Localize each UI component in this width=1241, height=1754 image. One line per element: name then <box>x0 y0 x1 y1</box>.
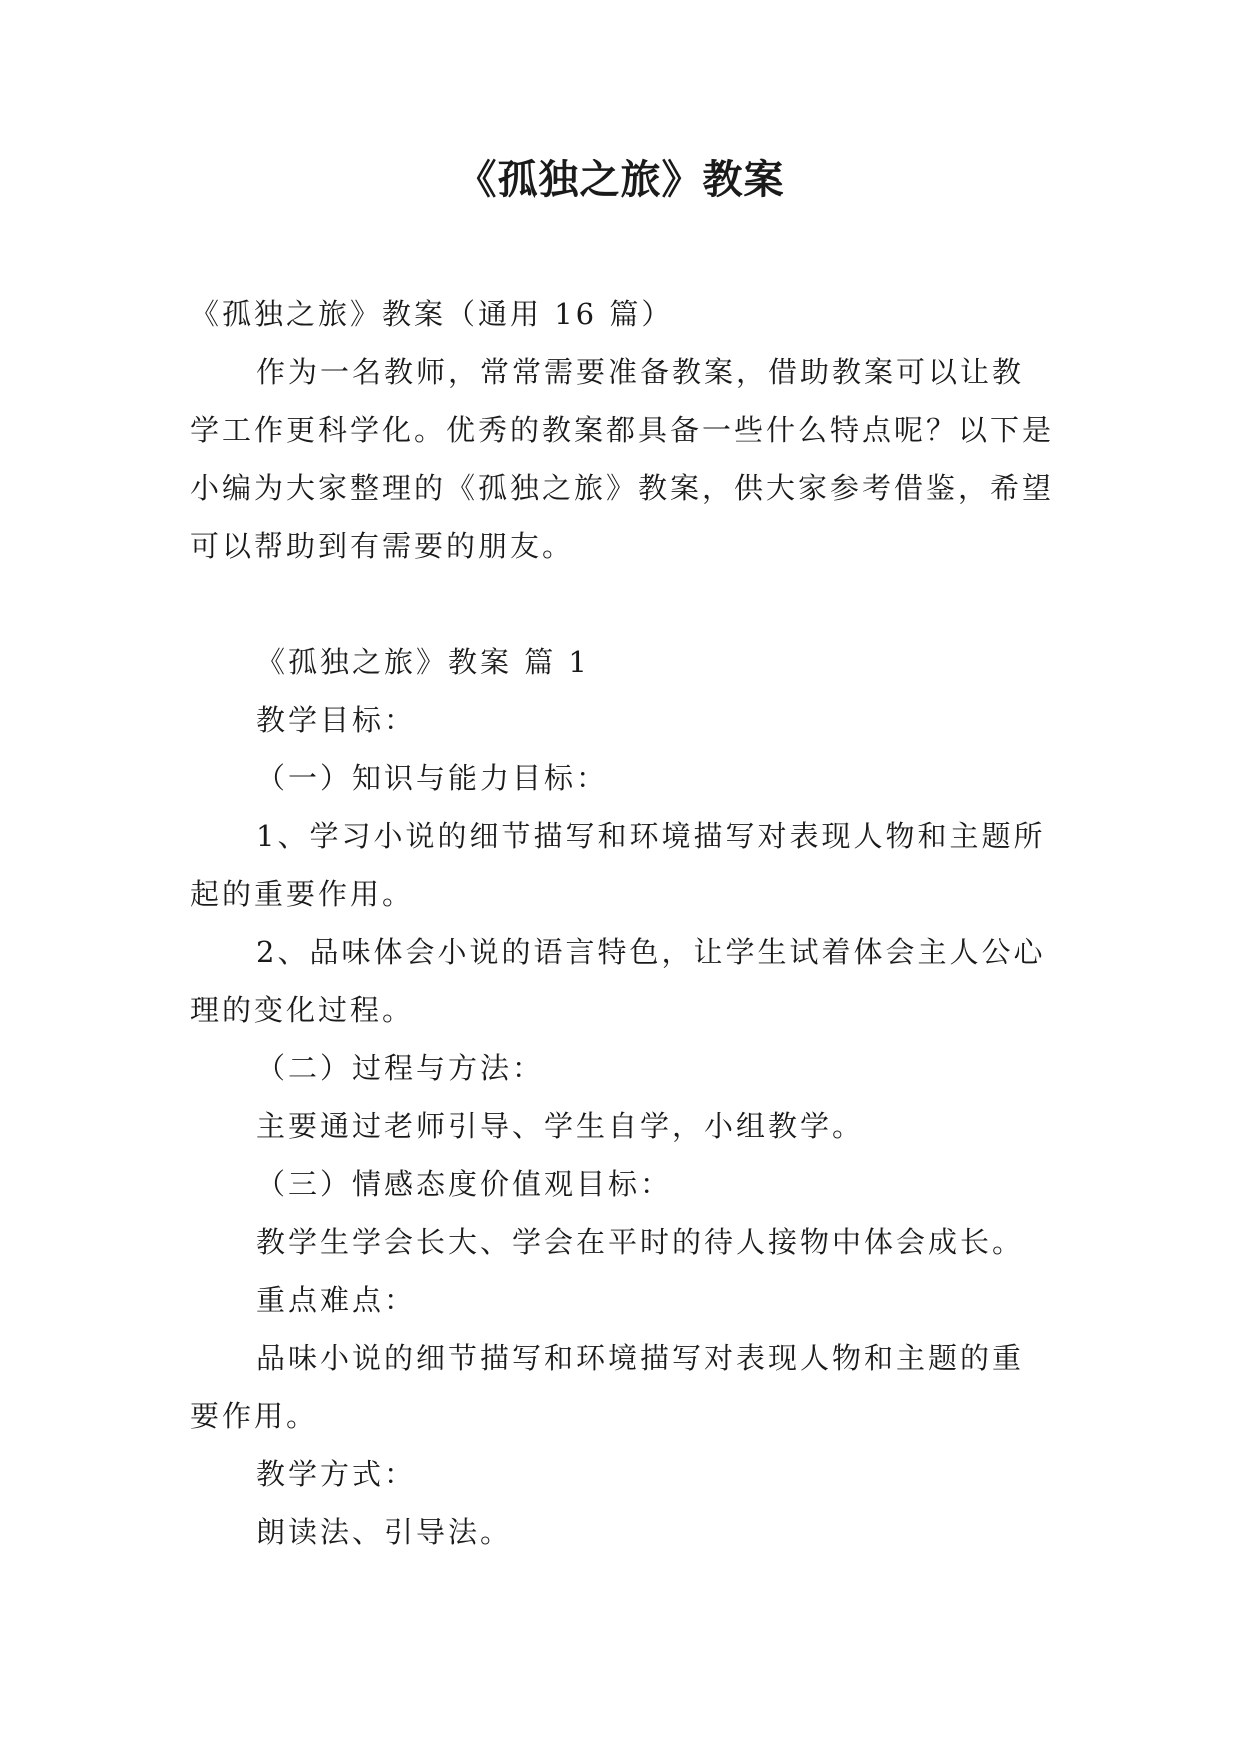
teaching-method-text: 朗读法、引导法。 <box>256 1515 513 1549</box>
goal-emotion-text: 教学生学会长大、学会在平时的待人接物中体会成长。 <box>256 1225 1025 1259</box>
section-gap <box>190 575 1055 633</box>
intro-paragraph: 作为一名教师，常常需要准备教案，借助教案可以让教学工作更科学化。优秀的教案都具备一些什么特点呢？以下是小编为大家整理的《孤独之旅》教案，供大家参考借鉴，希望可以帮助到有需要的朋友。 <box>190 355 1055 563</box>
goal-emotion-heading: （三）情感态度价值观目标： <box>256 1167 673 1201</box>
teaching-method-heading: 教学方式： <box>256 1457 417 1491</box>
teaching-goals-heading: 教学目标： <box>256 703 417 737</box>
goal-knowledge-heading: （一）知识与能力目标： <box>256 761 609 795</box>
section-heading: 《孤独之旅》教案 篇 1 <box>256 645 590 679</box>
document-title: 《孤独之旅》教案 <box>456 156 785 203</box>
goal-item-1: 1、学习小说的细节描写和环境描写对表现人物和主题所起的重要作用。 <box>190 819 1046 911</box>
goal-process-heading: （二）过程与方法： <box>256 1051 545 1085</box>
key-points-heading: 重点难点： <box>256 1283 417 1317</box>
subtitle-paragraph: 《孤独之旅》教案（通用 16 篇） <box>190 297 674 331</box>
document-body <box>190 285 1055 1561</box>
goal-item-2: 2、品味体会小说的语言特色，让学生试着体会主人公心理的变化过程。 <box>190 935 1046 1027</box>
key-points-text: 品味小说的细节描写和环境描写对表现人物和主题的重要作用。 <box>190 1341 1025 1433</box>
goal-process-text: 主要通过老师引导、学生自学，小组教学。 <box>256 1109 865 1143</box>
